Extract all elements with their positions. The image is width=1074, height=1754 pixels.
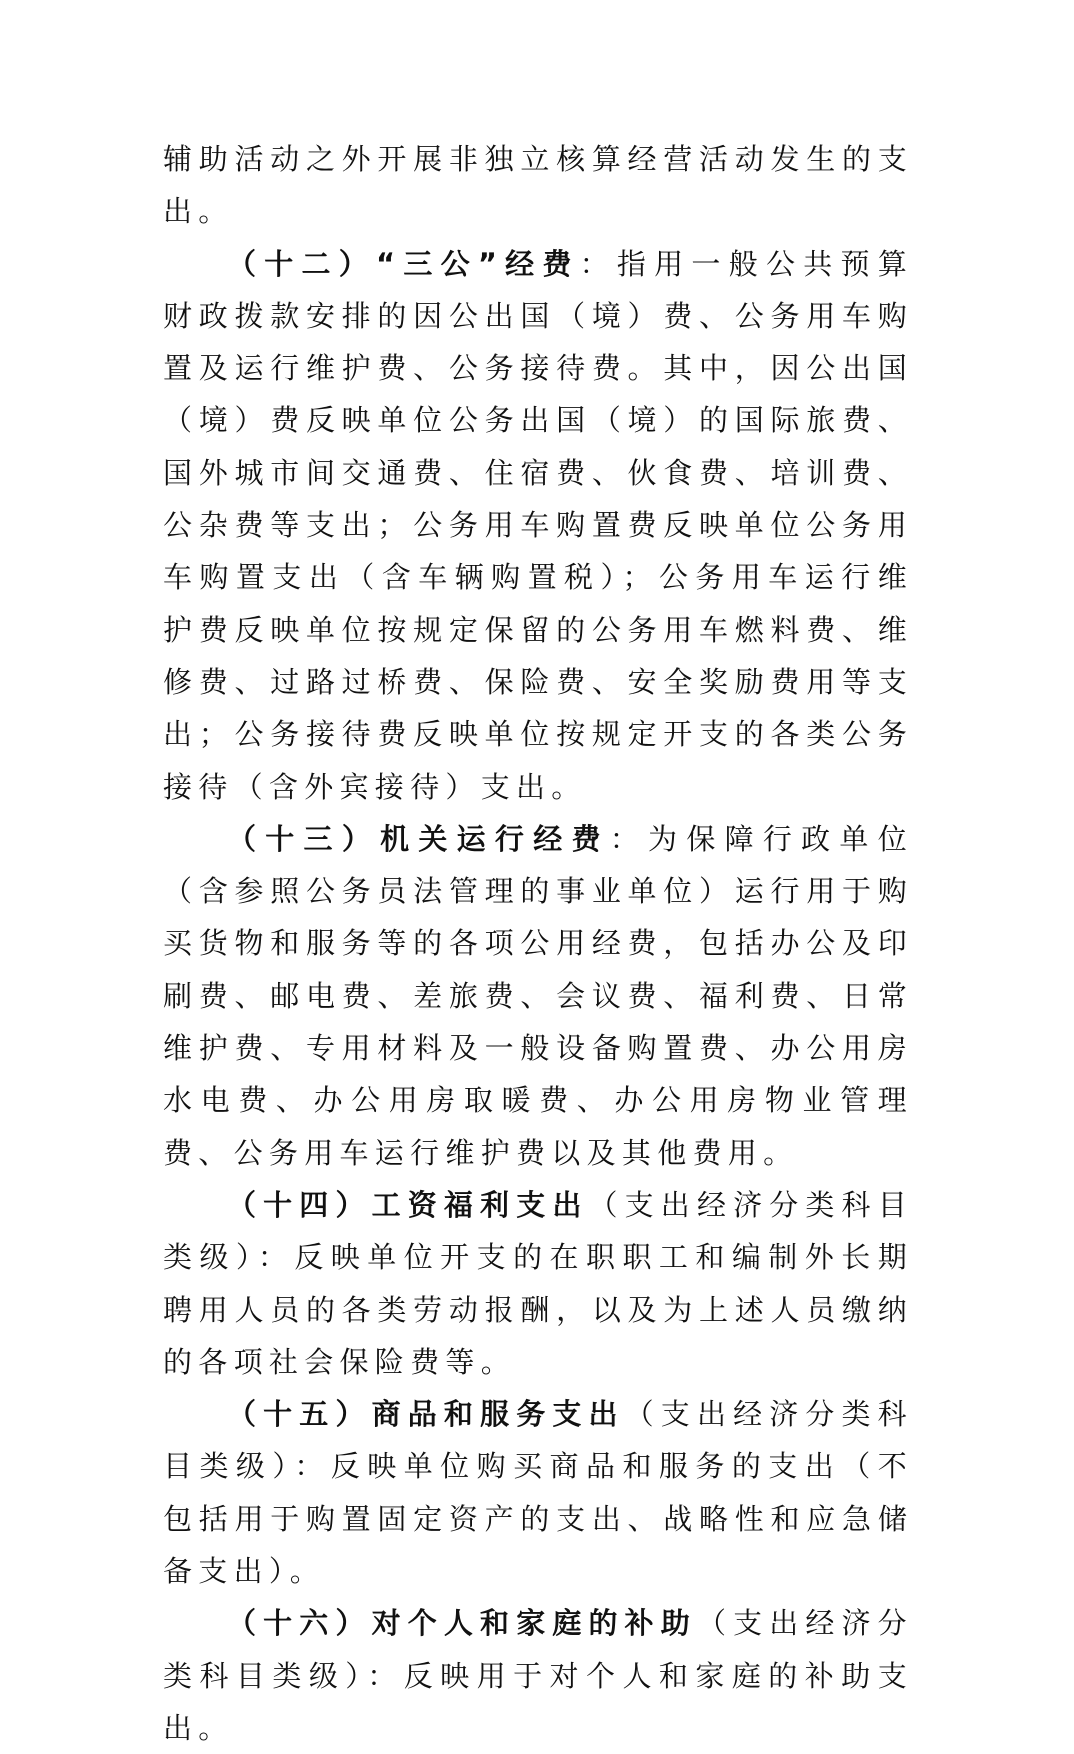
document-body [163, 133, 913, 1754]
paragraph-san-gong-expenses [163, 238, 913, 813]
paragraph-heading: （十二）“三公”经费 [227, 246, 580, 281]
paragraph-heading: （十四）工资福利支出 [227, 1187, 589, 1222]
paragraph-household-subsidies [163, 1597, 913, 1754]
paragraph-wages-welfare [163, 1179, 913, 1388]
paragraph-text: ：指用一般公共预算财政拨款安排的因公出国（境）费、公务用车购置及运行维护费、公务接待费。其中，因公出国（境）费反映单位公务出国（境）的国际旅费、国外城市间交通费、住宿费、伙食费、培训费、公杂费等支出；公务用车购置费反映单位公务用车购置支出（含车辆购置税）；公务用车运行维护费反映单位按规定保留的公务用车燃料费、维修费、过路过桥费、保险费、安全奖励费用等支出；公务接待费反映单位按规定开支的各类公务接待（含外宾接待）支出。 [163, 246, 914, 804]
paragraph-heading: （十三）机关运行经费 [227, 821, 610, 856]
paragraph-heading: （十六）对个人和家庭的补助 [227, 1606, 697, 1641]
paragraph-continuation [163, 133, 913, 238]
paragraph-text: （支出经济分类科目类级）：反映单位购买商品和服务的支出（不包括用于购置固定资产的支出、战略性和应急储备支出）。 [163, 1397, 913, 1589]
paragraph-agency-operating-expenses [163, 813, 913, 1179]
paragraph-goods-services [163, 1388, 913, 1597]
paragraph-text: ：为保障行政单位（含参照公务员法管理的事业单位）运行用于购买货物和服务等的各项公用经费，包括办公及印刷费、邮电费、差旅费、会议费、福利费、日常维护费、专用材料及一般设备购置费、办公用房水电费、办公用房取暖费、办公用房物业管理费、公务用车运行维护费以及其他费用。 [163, 821, 913, 1170]
paragraph-text: （支出经济分类科目类级）：反映单位开支的在职职工和编制外长期聘用人员的各类劳动报酬，以及为上述人员缴纳的各项社会保险费等。 [163, 1187, 913, 1379]
paragraph-text: （支出经济分类科目类级）：反映用于对个人和家庭的补助支出。 [163, 1606, 913, 1745]
paragraph-text: 辅助活动之外开展非独立核算经营活动发生的支出。 [163, 142, 913, 229]
paragraph-heading: （十五）商品和服务支出 [227, 1397, 625, 1432]
